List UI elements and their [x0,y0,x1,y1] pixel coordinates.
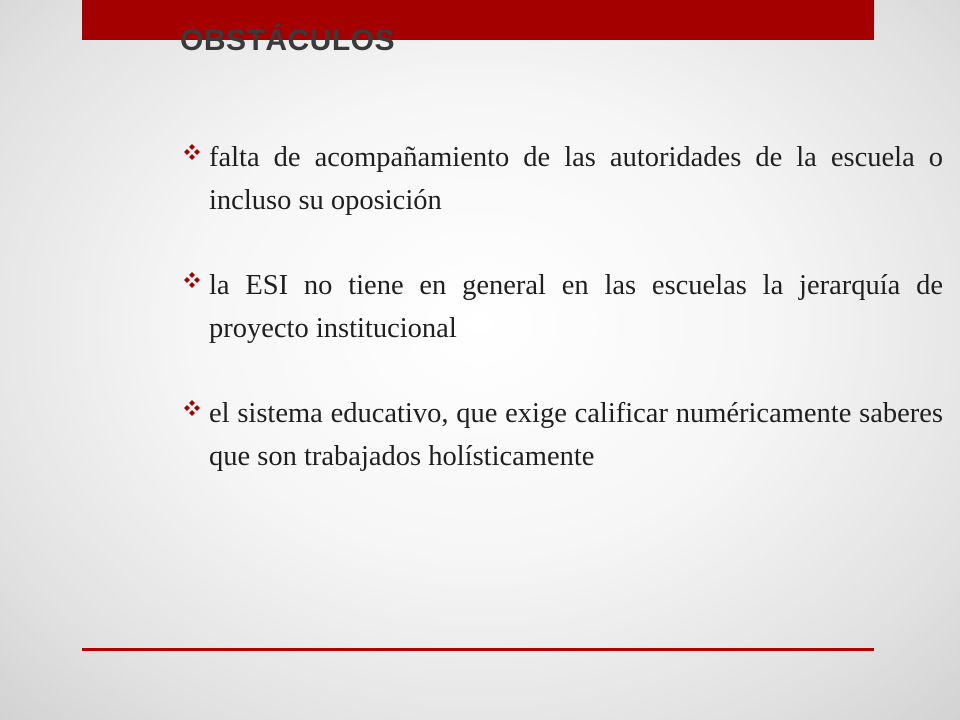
diamond-bullet-icon [183,399,201,417]
bottom-red-line [82,648,874,651]
bullet-text: la ESI no tiene en general en las escuelas la jerarquía de proyecto institucional [209,270,943,344]
slide-title: OBSTÁCULOS [180,24,395,57]
bullet-item [183,392,943,478]
bullet-text: falta de acompañamiento de las autoridades de la escuela o incluso su oposición [209,142,943,216]
bullet-item [183,136,943,222]
bullet-item [183,264,943,350]
diamond-bullet-icon [183,271,201,289]
bullet-text: el sistema educativo, que exige calificar numéricamente saberes que son trabajados holísticamente [209,398,943,472]
bullet-list [183,136,943,520]
diamond-bullet-icon [183,143,201,161]
